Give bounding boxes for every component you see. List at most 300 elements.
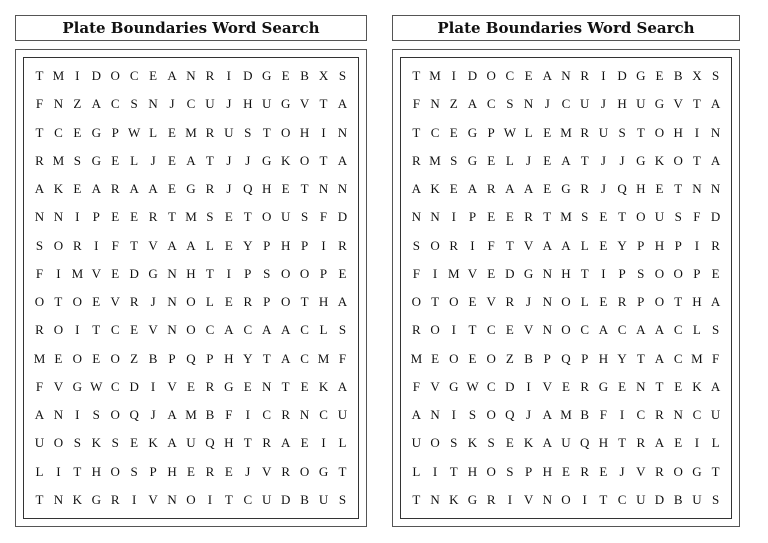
grid-letter: E bbox=[449, 181, 458, 197]
grid-letter: R bbox=[205, 463, 215, 479]
grid-row bbox=[407, 203, 725, 231]
grid-letter: T bbox=[92, 322, 101, 338]
grid-letter: S bbox=[130, 96, 138, 112]
grid-letter: Z bbox=[130, 350, 139, 366]
grid-letter: N bbox=[337, 124, 348, 140]
grid-letter: O bbox=[186, 322, 196, 338]
grid-letter: P bbox=[524, 463, 533, 479]
grid-letter: S bbox=[35, 237, 44, 253]
grid-letter: R bbox=[412, 152, 421, 168]
grid-letter: S bbox=[618, 124, 626, 140]
grid-letter: N bbox=[430, 491, 440, 507]
grid-letter: M bbox=[185, 407, 197, 423]
worksheet-left bbox=[15, 15, 367, 527]
grid-letter: J bbox=[226, 96, 232, 112]
grid-letter: A bbox=[167, 435, 177, 451]
grid-letter: O bbox=[72, 350, 83, 366]
grid-letter: R bbox=[205, 181, 215, 197]
grid-letter: T bbox=[243, 435, 252, 451]
grid-row bbox=[407, 288, 725, 316]
grid-letter: H bbox=[561, 265, 571, 281]
grid-letter: O bbox=[486, 350, 496, 366]
grid-letter: L bbox=[149, 124, 158, 140]
grid-letter: W bbox=[90, 378, 103, 394]
grid-letter: O bbox=[486, 407, 496, 423]
grid-letter: E bbox=[505, 435, 514, 451]
grid-letter: D bbox=[129, 378, 139, 394]
grid-row bbox=[407, 62, 725, 90]
grid-letter: T bbox=[205, 265, 214, 281]
grid-letter: Y bbox=[243, 237, 253, 253]
grid-letter: A bbox=[710, 378, 721, 394]
grid-letter: H bbox=[243, 96, 253, 112]
grid-row bbox=[407, 147, 725, 175]
grid-letter: O bbox=[72, 294, 83, 310]
grid-letter: E bbox=[505, 322, 514, 338]
grid-letter: Q bbox=[243, 181, 253, 197]
grid-letter: T bbox=[412, 124, 421, 140]
grid-letter: E bbox=[468, 350, 477, 366]
grid-letter: Q bbox=[505, 407, 515, 423]
grid-letter: D bbox=[467, 68, 478, 84]
grid-letter: Q bbox=[129, 407, 139, 423]
grid-letter: O bbox=[280, 265, 291, 281]
grid-letter: A bbox=[91, 96, 101, 112]
grid-letter: O bbox=[53, 237, 64, 253]
grid-letter: J bbox=[150, 407, 156, 423]
grid-row bbox=[407, 345, 725, 373]
grid-letter: G bbox=[561, 181, 571, 197]
grid-letter: A bbox=[337, 294, 348, 310]
grid-letter: E bbox=[543, 124, 552, 140]
grid-letter: I bbox=[601, 68, 606, 84]
grid-letter: X bbox=[318, 68, 329, 84]
grid-letter: N bbox=[542, 491, 552, 507]
grid-letter: I bbox=[75, 407, 80, 423]
grid-letter: E bbox=[243, 378, 252, 394]
grid-letter: L bbox=[711, 435, 720, 451]
grid-letter: F bbox=[35, 96, 44, 112]
grid-letter: O bbox=[299, 463, 310, 479]
grid-letter: O bbox=[430, 435, 440, 451]
grid-letter: V bbox=[167, 378, 177, 394]
grid-letter: G bbox=[72, 378, 83, 394]
grid-letter: A bbox=[561, 152, 571, 168]
grid-letter: R bbox=[243, 294, 253, 310]
grid-row bbox=[30, 288, 352, 316]
grid-letter: D bbox=[710, 209, 721, 225]
grid-row bbox=[407, 232, 725, 260]
grid-letter: J bbox=[150, 294, 156, 310]
grid-row bbox=[30, 260, 352, 288]
letter-grid bbox=[400, 57, 732, 519]
grid-letter: R bbox=[205, 378, 215, 394]
grid-letter: G bbox=[636, 152, 646, 168]
grid-letter: S bbox=[300, 209, 309, 225]
grid-letter: J bbox=[526, 294, 532, 310]
grid-letter: E bbox=[130, 209, 139, 225]
grid-letter: A bbox=[337, 96, 348, 112]
grid-letter: B bbox=[580, 407, 590, 423]
grid-letter: I bbox=[470, 237, 475, 253]
grid-row bbox=[30, 458, 352, 486]
grid-letter: A bbox=[280, 322, 291, 338]
grid-letter: H bbox=[318, 294, 329, 310]
grid-letter: J bbox=[619, 463, 625, 479]
grid-letter: E bbox=[618, 378, 627, 394]
grid-letter: N bbox=[692, 181, 702, 197]
grid-letter: L bbox=[338, 435, 347, 451]
grid-row bbox=[407, 373, 725, 401]
grid-letter: C bbox=[243, 491, 253, 507]
grid-letter: T bbox=[449, 463, 458, 479]
grid-letter: A bbox=[34, 407, 45, 423]
grid-letter: T bbox=[300, 181, 309, 197]
grid-letter: B bbox=[205, 407, 215, 423]
grid-letter: I bbox=[56, 265, 61, 281]
grid-letter: Z bbox=[73, 96, 82, 112]
grid-letter: T bbox=[674, 294, 683, 310]
grid-letter: Z bbox=[505, 350, 514, 366]
grid-letter: G bbox=[467, 152, 478, 168]
grid-letter: A bbox=[542, 68, 552, 84]
grid-letter: I bbox=[601, 265, 606, 281]
grid-row bbox=[407, 486, 725, 514]
grid-letter: E bbox=[224, 237, 233, 253]
grid-letter: R bbox=[35, 322, 44, 338]
grid-letter: O bbox=[186, 294, 196, 310]
grid-letter: T bbox=[262, 350, 271, 366]
grid-letter: T bbox=[35, 124, 44, 140]
grid-letter: R bbox=[148, 209, 158, 225]
grid-letter: E bbox=[338, 265, 347, 281]
grid-letter: A bbox=[91, 181, 101, 197]
grid-letter: U bbox=[262, 96, 272, 112]
grid-letter: T bbox=[599, 491, 608, 507]
grid-letter: T bbox=[412, 491, 421, 507]
grid-letter: E bbox=[562, 463, 570, 479]
grid-letter: U bbox=[579, 96, 590, 112]
grid-letter: T bbox=[692, 152, 701, 168]
grid-letter: C bbox=[54, 124, 63, 140]
grid-letter: N bbox=[53, 209, 64, 225]
grid-letter: I bbox=[75, 322, 80, 338]
grid-letter: V bbox=[299, 96, 310, 112]
grid-letter: T bbox=[692, 96, 701, 112]
grid-letter: A bbox=[710, 96, 721, 112]
grid-letter: R bbox=[205, 68, 215, 84]
grid-letter: F bbox=[412, 96, 420, 112]
grid-letter: H bbox=[542, 463, 552, 479]
grid-letter: S bbox=[338, 491, 347, 507]
grid-letter: G bbox=[692, 463, 702, 479]
grid-letter: E bbox=[562, 378, 570, 394]
grid-letter: S bbox=[73, 152, 81, 168]
grid-letter: E bbox=[655, 68, 664, 84]
grid-letter: A bbox=[34, 181, 45, 197]
grid-letter: H bbox=[299, 124, 310, 140]
grid-letter: S bbox=[92, 407, 100, 423]
grid-letter: C bbox=[617, 322, 627, 338]
grid-letter: H bbox=[654, 237, 665, 253]
grid-letter: A bbox=[411, 181, 422, 197]
grid-letter: E bbox=[543, 152, 552, 168]
grid-letter: O bbox=[280, 124, 291, 140]
grid-row bbox=[30, 119, 352, 147]
grid-letter: Y bbox=[243, 350, 253, 366]
grid-letter: L bbox=[692, 322, 701, 338]
grid-letter: N bbox=[53, 96, 64, 112]
grid-letter: V bbox=[542, 378, 552, 394]
grid-letter: I bbox=[75, 209, 80, 225]
grid-letter: I bbox=[321, 435, 326, 451]
grid-letter: E bbox=[111, 152, 120, 168]
grid-letter: P bbox=[319, 265, 328, 281]
grid-letter: R bbox=[617, 294, 627, 310]
grid-letter: O bbox=[636, 209, 646, 225]
grid-letter: E bbox=[168, 124, 176, 140]
grid-letter: A bbox=[262, 322, 272, 338]
grid-letter: P bbox=[543, 350, 551, 366]
grid-letter: K bbox=[91, 435, 101, 451]
grid-letter: E bbox=[281, 68, 290, 84]
grid-letter: D bbox=[505, 378, 515, 394]
grid-letter: M bbox=[317, 350, 330, 366]
grid-letter: A bbox=[186, 237, 196, 253]
grid-letter: R bbox=[486, 491, 496, 507]
grid-letter: R bbox=[73, 237, 82, 253]
grid-row bbox=[407, 260, 725, 288]
grid-letter: H bbox=[673, 124, 683, 140]
grid-letter: I bbox=[582, 491, 587, 507]
grid-letter: S bbox=[130, 463, 138, 479]
grid-letter: P bbox=[674, 237, 682, 253]
grid-letter: A bbox=[542, 407, 552, 423]
grid-letter: C bbox=[110, 322, 120, 338]
grid-letter: A bbox=[129, 181, 139, 197]
grid-letter: L bbox=[580, 294, 589, 310]
grid-letter: L bbox=[412, 463, 421, 479]
grid-letter: A bbox=[148, 181, 158, 197]
grid-row bbox=[30, 203, 352, 231]
grid-letter: J bbox=[226, 181, 232, 197]
grid-letter: E bbox=[300, 378, 309, 394]
grid-letter: P bbox=[637, 294, 645, 310]
grid-letter: W bbox=[128, 124, 141, 140]
grid-letter: L bbox=[205, 294, 214, 310]
grid-letter: M bbox=[447, 265, 460, 281]
grid-letter: H bbox=[186, 265, 196, 281]
grid-row bbox=[30, 147, 352, 175]
grid-letter: M bbox=[429, 68, 441, 84]
grid-letter: H bbox=[280, 237, 291, 253]
grid-letter: N bbox=[523, 96, 534, 112]
grid-letter: T bbox=[580, 152, 589, 168]
grid-letter: Q bbox=[186, 350, 196, 366]
grid-letter: S bbox=[244, 124, 252, 140]
grid-letter: R bbox=[580, 181, 590, 197]
grid-letter: V bbox=[523, 237, 534, 253]
grid-letter: T bbox=[262, 124, 271, 140]
grid-letter: J bbox=[526, 407, 532, 423]
grid-letter: E bbox=[599, 463, 608, 479]
grid-letter: E bbox=[149, 68, 158, 84]
grid-letter: G bbox=[280, 96, 291, 112]
grid-letter: I bbox=[226, 265, 232, 281]
grid-letter: C bbox=[300, 322, 309, 338]
grid-letter: T bbox=[130, 237, 139, 253]
grid-letter: N bbox=[299, 407, 310, 423]
grid-letter: A bbox=[186, 152, 196, 168]
grid-letter: R bbox=[655, 407, 664, 423]
grid-letter: S bbox=[711, 322, 720, 338]
grid-letter: P bbox=[111, 124, 119, 140]
grid-letter: G bbox=[186, 181, 196, 197]
grid-letter: C bbox=[561, 96, 571, 112]
grid-letter: O bbox=[561, 491, 571, 507]
worksheet-right bbox=[392, 15, 740, 527]
grid-letter: A bbox=[505, 181, 515, 197]
grid-letter: M bbox=[185, 124, 197, 140]
grid-letter: J bbox=[544, 96, 550, 112]
grid-letter: Q bbox=[561, 350, 571, 366]
grid-letter: F bbox=[487, 237, 495, 253]
grid-letter: C bbox=[486, 378, 496, 394]
grid-letter: H bbox=[167, 463, 177, 479]
grid-letter: E bbox=[543, 181, 552, 197]
grid-letter: C bbox=[319, 407, 328, 423]
grid-letter: I bbox=[75, 68, 80, 84]
grid-letter: I bbox=[432, 265, 438, 281]
grid-letter: C bbox=[243, 322, 253, 338]
grid-letter: L bbox=[35, 463, 44, 479]
grid-letter: I bbox=[131, 491, 137, 507]
grid-letter: N bbox=[53, 407, 64, 423]
grid-letter: P bbox=[263, 294, 271, 310]
grid-letter: S bbox=[711, 68, 720, 84]
grid-letter: O bbox=[110, 463, 120, 479]
grid-letter: M bbox=[71, 265, 84, 281]
grid-letter: F bbox=[225, 407, 233, 423]
grid-letter: O bbox=[110, 407, 120, 423]
grid-letter: R bbox=[129, 294, 139, 310]
grid-letter: O bbox=[280, 294, 291, 310]
grid-letter: Q bbox=[617, 181, 627, 197]
grid-letter: G bbox=[598, 378, 609, 394]
grid-letter: G bbox=[91, 152, 101, 168]
grid-letter: V bbox=[673, 96, 683, 112]
grid-letter: V bbox=[148, 237, 158, 253]
grid-letter: R bbox=[338, 237, 347, 253]
grid-letter: P bbox=[263, 237, 271, 253]
grid-letter: A bbox=[561, 237, 571, 253]
grid-letter: Q bbox=[205, 435, 215, 451]
grid-letter: F bbox=[35, 265, 44, 281]
grid-letter: O bbox=[299, 152, 310, 168]
grid-letter: D bbox=[243, 68, 253, 84]
grid-letter: R bbox=[580, 378, 590, 394]
grid-row bbox=[407, 119, 725, 147]
grid-letter: I bbox=[321, 237, 326, 253]
grid-letter: O bbox=[34, 294, 45, 310]
grid-letter: P bbox=[693, 265, 701, 281]
grid-letter: U bbox=[561, 435, 571, 451]
grid-letter: N bbox=[673, 407, 683, 423]
grid-letter: O bbox=[561, 322, 571, 338]
grid-letter: F bbox=[412, 378, 420, 394]
word-grid-frame bbox=[392, 49, 740, 527]
grid-letter: C bbox=[430, 124, 440, 140]
grid-letter: E bbox=[487, 209, 496, 225]
grid-letter: T bbox=[655, 378, 664, 394]
grid-letter: E bbox=[431, 350, 440, 366]
grid-row bbox=[30, 90, 352, 118]
grid-letter: R bbox=[524, 209, 533, 225]
grid-letter: K bbox=[692, 378, 702, 394]
grid-letter: N bbox=[430, 96, 440, 112]
grid-letter: L bbox=[505, 152, 514, 168]
grid-letter: D bbox=[617, 68, 627, 84]
grid-letter: T bbox=[73, 463, 82, 479]
grid-letter: R bbox=[110, 181, 120, 197]
grid-letter: O bbox=[673, 265, 683, 281]
grid-letter: A bbox=[636, 322, 646, 338]
grid-row bbox=[30, 345, 352, 373]
grid-letter: O bbox=[411, 294, 422, 310]
grid-letter: A bbox=[542, 237, 552, 253]
grid-letter: A bbox=[654, 322, 665, 338]
grid-letter: A bbox=[598, 322, 609, 338]
grid-letter: C bbox=[186, 96, 196, 112]
grid-letter: T bbox=[580, 265, 589, 281]
grid-letter: S bbox=[338, 322, 347, 338]
grid-letter: F bbox=[319, 209, 328, 225]
grid-letter: P bbox=[206, 350, 214, 366]
grid-letter: F bbox=[35, 378, 44, 394]
grid-letter: M bbox=[410, 350, 423, 366]
grid-letter: S bbox=[674, 209, 682, 225]
grid-letter: C bbox=[617, 491, 627, 507]
grid-letter: C bbox=[673, 322, 683, 338]
grid-letter: E bbox=[73, 181, 82, 197]
grid-letter: R bbox=[449, 237, 459, 253]
grid-letter: E bbox=[599, 294, 608, 310]
grid-letter: R bbox=[262, 435, 272, 451]
grid-letter: A bbox=[280, 435, 291, 451]
grid-letter: V bbox=[486, 294, 496, 310]
grid-letter: F bbox=[111, 237, 119, 253]
grid-letter: C bbox=[262, 407, 272, 423]
grid-letter: V bbox=[430, 378, 440, 394]
grid-letter: E bbox=[599, 209, 608, 225]
grid-letter: E bbox=[92, 294, 101, 310]
grid-letter: A bbox=[280, 350, 291, 366]
grid-letter: T bbox=[618, 435, 627, 451]
grid-letter: E bbox=[111, 265, 120, 281]
grid-letter: N bbox=[411, 209, 422, 225]
grid-letter: O bbox=[186, 491, 196, 507]
grid-letter: N bbox=[148, 96, 158, 112]
grid-letter: S bbox=[506, 96, 514, 112]
grid-letter: R bbox=[711, 237, 720, 253]
grid-letter: E bbox=[130, 435, 139, 451]
grid-letter: S bbox=[581, 209, 589, 225]
grid-letter: N bbox=[34, 209, 45, 225]
grid-letter: H bbox=[91, 463, 101, 479]
grid-letter: N bbox=[710, 181, 721, 197]
grid-letter: N bbox=[318, 181, 329, 197]
grid-letter: G bbox=[467, 124, 478, 140]
